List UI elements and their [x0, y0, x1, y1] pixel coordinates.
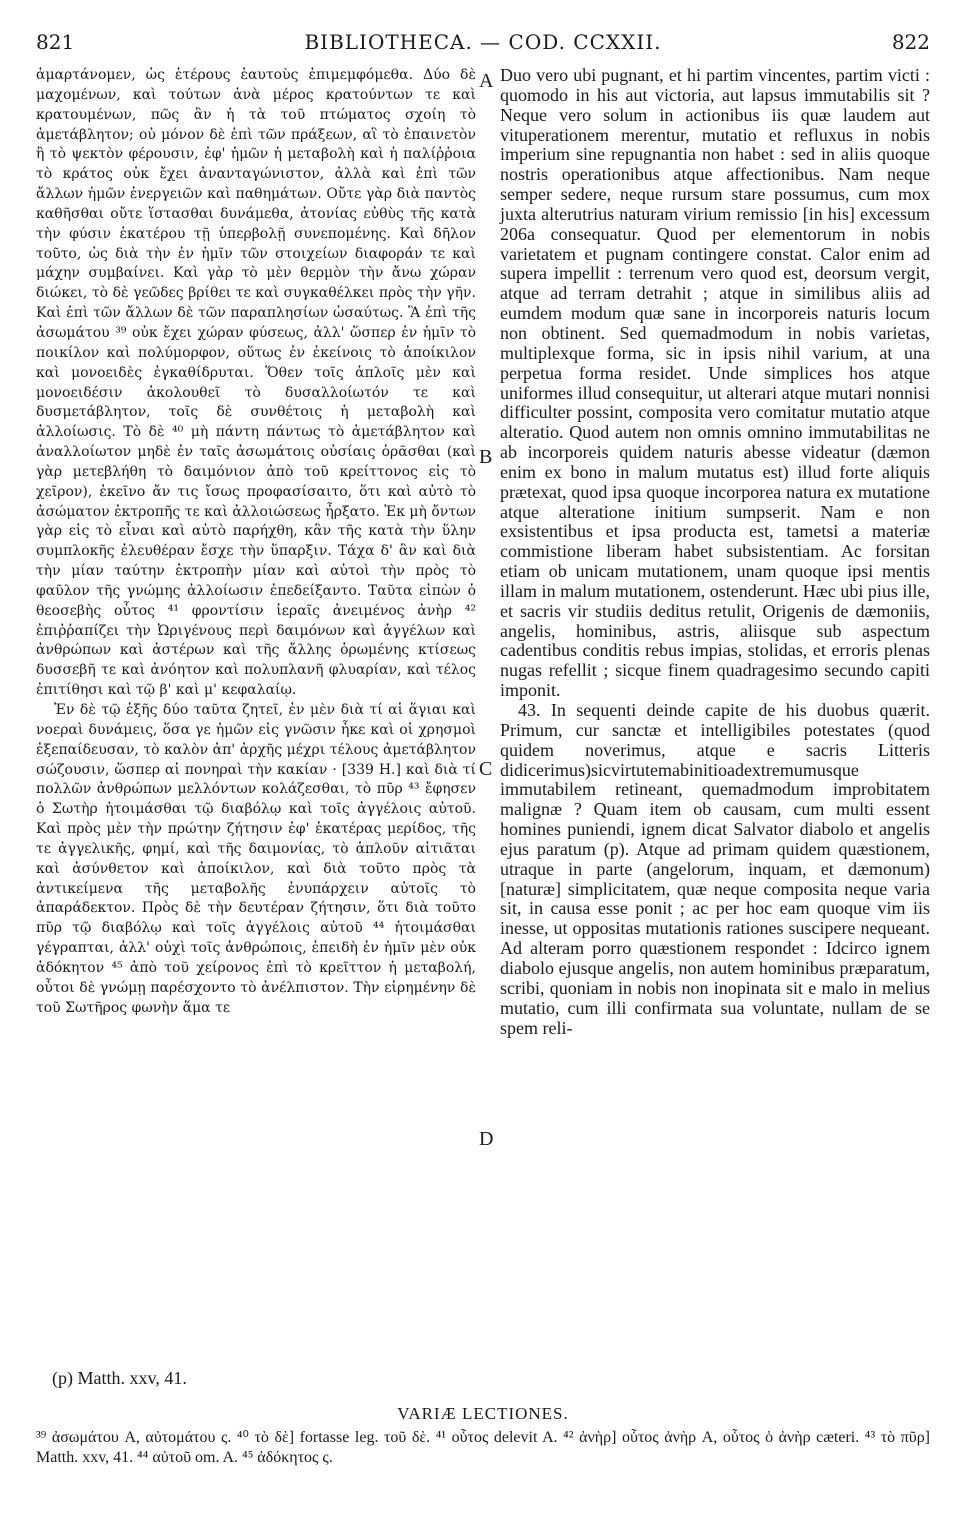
margin-letter-c: C: [479, 758, 493, 780]
margin-letter-b: B: [479, 446, 493, 468]
margin-letter-d: D: [479, 1128, 494, 1150]
margin-letter-a: A: [479, 70, 494, 92]
latin-paragraph: 43. In sequenti deinde capite de his duobus quærit. Primum, cur sanctæ et intelligibiles potestates (quod quidem noverimus, atque e sacris Litteris didicerimus)sicvirtutemabinitioadextremumusque immutabilem retineant, quemadmodum improbitatem malignæ ? Quam item ob causam, cum multi essent homines puniendi, ignem dicat Salvator diabolo et angelis ejus paratum (p). Atque ad primam quidem quæstionem, utraque in parte (angelorum, inquam, et dæmonum) [naturæ] simplicitatem, quæ neque composita neque varia sit, in causa esse ponit ; ac per hoc eam quoque vim iis inesse, ut oppositas mutationis rationes suscipere nequeant. Ad alteram porro quæstionem respondet : Idcirco ignem diabolo ejusque angelis, non autem hominibus præparatum, scribi, quoniam in nobis non inopinata sit e malo in melius mutatio, cum illi confirmata sua voluntate, nullam de se spem reli-: [500, 700, 930, 1038]
variae-lectiones-body: ³⁹ ἀσωμάτου A, αὐτομάτου ς. ⁴⁰ τὸ δὲ] fortasse leg. τοῦ δὲ. ⁴¹ οὗτος delevit A. ⁴² ἀνὴρ] οὗτος ἀνὴρ A, οὗτος ὁ ἀνὴρ cæteri. ⁴³ τὸ πῦρ] Matth. xxv, 41. ⁴⁴ αὐτοῦ om. A. ⁴⁵ ἀδόκητος ς.: [36, 1429, 930, 1466]
greek-paragraph: ἁμαρτάνομεν, ὡς ἑτέρους ἑαυτοὺς ἐπιμεμφόμεθα. Δύο δὲ μαχομένων, καὶ τούτων ἀνὰ μέρος κρατούντων τε καὶ κρατουμένων, πῶς ἂν ἡ τὰ τοῦ πτώματος σχοίη τὸ ἀμετάβλητον; οὐ μόνον δὲ ἐπὶ τῶν πράξεων, αἳ τὸ ἐπαινετὸν ἢ τὸ ψεκτὸν φέρουσιν, ἐφ' ἡμῶν ἡ μεταβολὴ καὶ ἡ παλίῤῥοια τὸ κράτος οὐκ ἔχει ἀνανταγώνιστον, ἀλλὰ καὶ ἐπὶ τῶν ἄλλων ἡμῶν ἐνεργειῶν καὶ παθημάτων. Οὔτε γὰρ διὰ παντὸς καθῆσθαι οὔτε ἵστασθαι δυνάμεθα, ἀτονίας εὐθὺς τῆς κατὰ τὴν φύσιν ἑκατέρου τῇ ὑπερβολῇ συνεπομένης. Καὶ δῆλον τοῦτο, ὡς διὰ τὴν ἐν ἡμῖν τῶν στοιχείων διαφοράν τε καὶ μάχην συμβαίνει. Καὶ γὰρ τὸ μὲν θερμὸν τὴν ἄνω χώραν διώκει, τὸ δὲ γεῶδες βρίθει τε καὶ συγκαθέλκει πρὸς τὴν γῆν. Καὶ ἐπὶ τῶν ἄλλων δὲ τῶν παραπλησίων ὡσαύτως. Ἃ ἐπὶ τῆς ἀσωμάτου ³⁹ οὐκ ἔχει χώραν φύσεως, ἀλλ' ὥσπερ ἐν ἡμῖν τὸ ποικίλον καὶ πολύμορφον, οὕτως ἐν ἐκείνοις τὸ ἀποίκιλον καὶ μονοειδὲς ἐγκαθίδρυται. Ὅθεν τοῖς ἁπλοῖς μὲν καὶ μονοειδέσιν ἀκολουθεῖ τὸ δυσαλλοίωτόν τε καὶ δυσμετάβλητον, τοῖς δὲ συνθέτοις ἡ μεταβολὴ καὶ ἀλλοίωσις. Τὸ δὲ ⁴⁰ μὴ πάντη πάντως τὸ ἀμετάβλητον καὶ ἀναλλοίωτον μηδὲ ἐν ταῖς ἀσωμάτοις οὐσίαις ὁρᾶσθαι (καὶ γὰρ μετεβλήθη τὸ δαιμόνιον ἀπὸ τοῦ κρείττονος εἰς τὸ χεῖρον), ἐκεῖνο ἄν τις ἴσως προφασίσαιτο, ὅτι καὶ αὐτὸ τὸ ἀσώματον ἐκτροπῆς τε καὶ ἀλλοιώσεως ἦρξατο. Ἐκ μὴ ὄντων γὰρ εἰς τὸ εἶναι καὶ αὐτὸ παρήχθη, κἂν τῆς κατὰ τὴν ὕλην συμπλοκῆς ἐλευθέραν ἔσχε τὴν ὕπαρξιν. Τάχα δ' ἂν καὶ διὰ τὴν μίαν ταύτην ἐκτροπὴν μίαν καὶ αὐτοὶ τὴν πρὸς τὸ φαῦλον τῆς γνώμης ἀλλοίωσιν ἐπεδείξαντο. Ταῦτα εἰπὼν ὁ θεοσεβὴς οὗτος ⁴¹ φροντίσιν ἱεραῖς ἀνειμένος ἀνὴρ ⁴² ἐπιῤῥαπίζει τὴν Ὠριγένους περὶ δαιμόνων καὶ ἀγγέλων καὶ ἀνθρώπων καὶ ἀστέρων καὶ τῆς ἄλλης ὁρωμένης κτίσεως δυσσεβῆ τε καὶ ἀνόητον καὶ πολυπλανῆ φλυαρίαν, καὶ τέλος ἐπιτίθησι καὶ τῷ β' καὶ μ' κεφαλαίῳ.: [36, 67, 476, 699]
latin-paragraph: Duo vero ubi pugnant, et hi partim vincentes, partim victi : quomodo in his aut victoria, aut lapsus immutabilis sit ? Neque vero solum in actionibus iis quæ laudem aut vituperationem merentur, mutatio et refluxus in nobis imperium sine repugnantia non habet : sed in aliis quoque nostris operationibus atque affectionibus. Nam neque semper sedere, neque rursum stare possumus, cum mox juxta alterutrius naturam virium remissio [in his] excessum 206a consequatur. Quod per elementorum in nobis varietatem et pugnam contingere constat. Calor enim ad supera impellit : terrenum vero quod est, deorsum vergit, atque ad terram detrahit ; atque in similibus aliis ad eumdem modum quæ sane in incorporeis naturis locum non obtinent. Sed quemadmodum in nobis varietas, multiplexque forma, sic in ipsis nihil varium, at una perpetua forma residet. Unde simplices hos atque uniformes illud consequitur, ut alterari atque mutari nonnisi difficulter possint, composita vero comitatur mutatio atque alteratio. Quod autem non omnis omnino immutabilitas ne ab incorporeis quidem naturis abesse videatur (dæmon enim ex bono in malum mutatus est) illud forte aliquis prætexat, quod ipsa quoque incorporea natura ex mutatione atque alteratione initium sumpserit. Nam e non exsistentibus et ipsa producta est, tametsi a materiæ commistione liberam habet subsistentiam. Ac forsitan etiam ob unicam mutationem, unam quoque ipsi mentis illam in malum mutationem, ostenderunt. Hæc ubi pius ille, et sacris vir studiis deditus retulit, Origenis de dæmoniis, angelis, hominibus, astris, aliisque sub aspectum cadentibus conditis rebus impias, stolidas, et erroris plenas nugas refellit ; sicque finem quadragesimo secundo capiti imponit.: [500, 65, 930, 701]
variae-lectiones-text: [36, 1428, 930, 1468]
greek-paragraph: Ἐν δὲ τῷ ἑξῆς δύο ταῦτα ζητεῖ, ἐν μὲν διὰ τί αἱ ἅγιαι καὶ νοεραὶ δυνάμεις, ὅσα γε ἡμῶν εἰς γνῶσιν ἧκε καὶ οἱ χρησμοὶ ἐξεπαίδευσαν, τὸ καλὸν ἀπ' ἀρχῆς μέχρι τέλους ἀμετάβλητον σώζουσιν, ὥσπερ αἱ πονηραὶ τὴν κακίαν · [339 H.] καὶ διὰ τί πολλῶν ἀνθρώπων μελλόντων κολάζεσθαι, τὸ πῦρ ⁴³ ἔφησεν ὁ Σωτὴρ ἡτοιμάσθαι τῷ διαβόλῳ καὶ τοῖς ἀγγέλοις αὐτοῦ. Καὶ πρὸς μὲν τὴν πρώτην ζήτησιν ἐφ' ἑκατέρας μερίδος, τῆς τε ἀγγελικῆς, φημί, καὶ τῆς δαιμονίας, τὸ ἁπλοῦν αἰτιᾶται καὶ ἀσύνθετον καὶ ἀποίκιλον, καὶ διὰ τοῦτο πρὸς τὰ ἀντικείμενα τῆς μεταβολῆς ἐνυπάρχειν αὐτοῖς τὸ ἀπαράδεκτον. Πρὸς δὲ τὴν δευτέραν ζήτησιν, ὅτι διὰ τοῦτο πῦρ τῷ διαβόλῳ καὶ τοῖς ἀγγέλοις αὐτοῦ ⁴⁴ ἡτοιμάσθαι γέγραπται, ἀλλ' οὐχὶ τοῖς ἀνθρώποις, ἐπειδὴ ἐν ἡμῖν μὲν οὐκ ἀδόκητον ⁴⁵ ἀπὸ τοῦ χείρονος ἐπὶ τὸ κρεῖττον ἡ μεταβολή, οὗτοι δὲ γνώμῃ παρέσχοντο τὸ ἀνέλπιστον. Τὴν εἰρημένην δὲ τοῦ Σωτῆρος φωνὴν ἅμα τε: [36, 702, 476, 1016]
page-header: [0, 28, 966, 64]
variae-lectiones-title: VARIÆ LECTIONES.: [397, 1404, 569, 1423]
footnote: (p) Matth. xxv, 41.: [52, 1368, 187, 1388]
greek-column: [36, 66, 476, 1019]
latin-column: [500, 66, 930, 1038]
running-title: BIBLIOTHECA. — COD. CCXXII.: [304, 30, 662, 54]
page-number-left: 821: [36, 30, 75, 54]
page-number-right: 822: [891, 30, 930, 54]
